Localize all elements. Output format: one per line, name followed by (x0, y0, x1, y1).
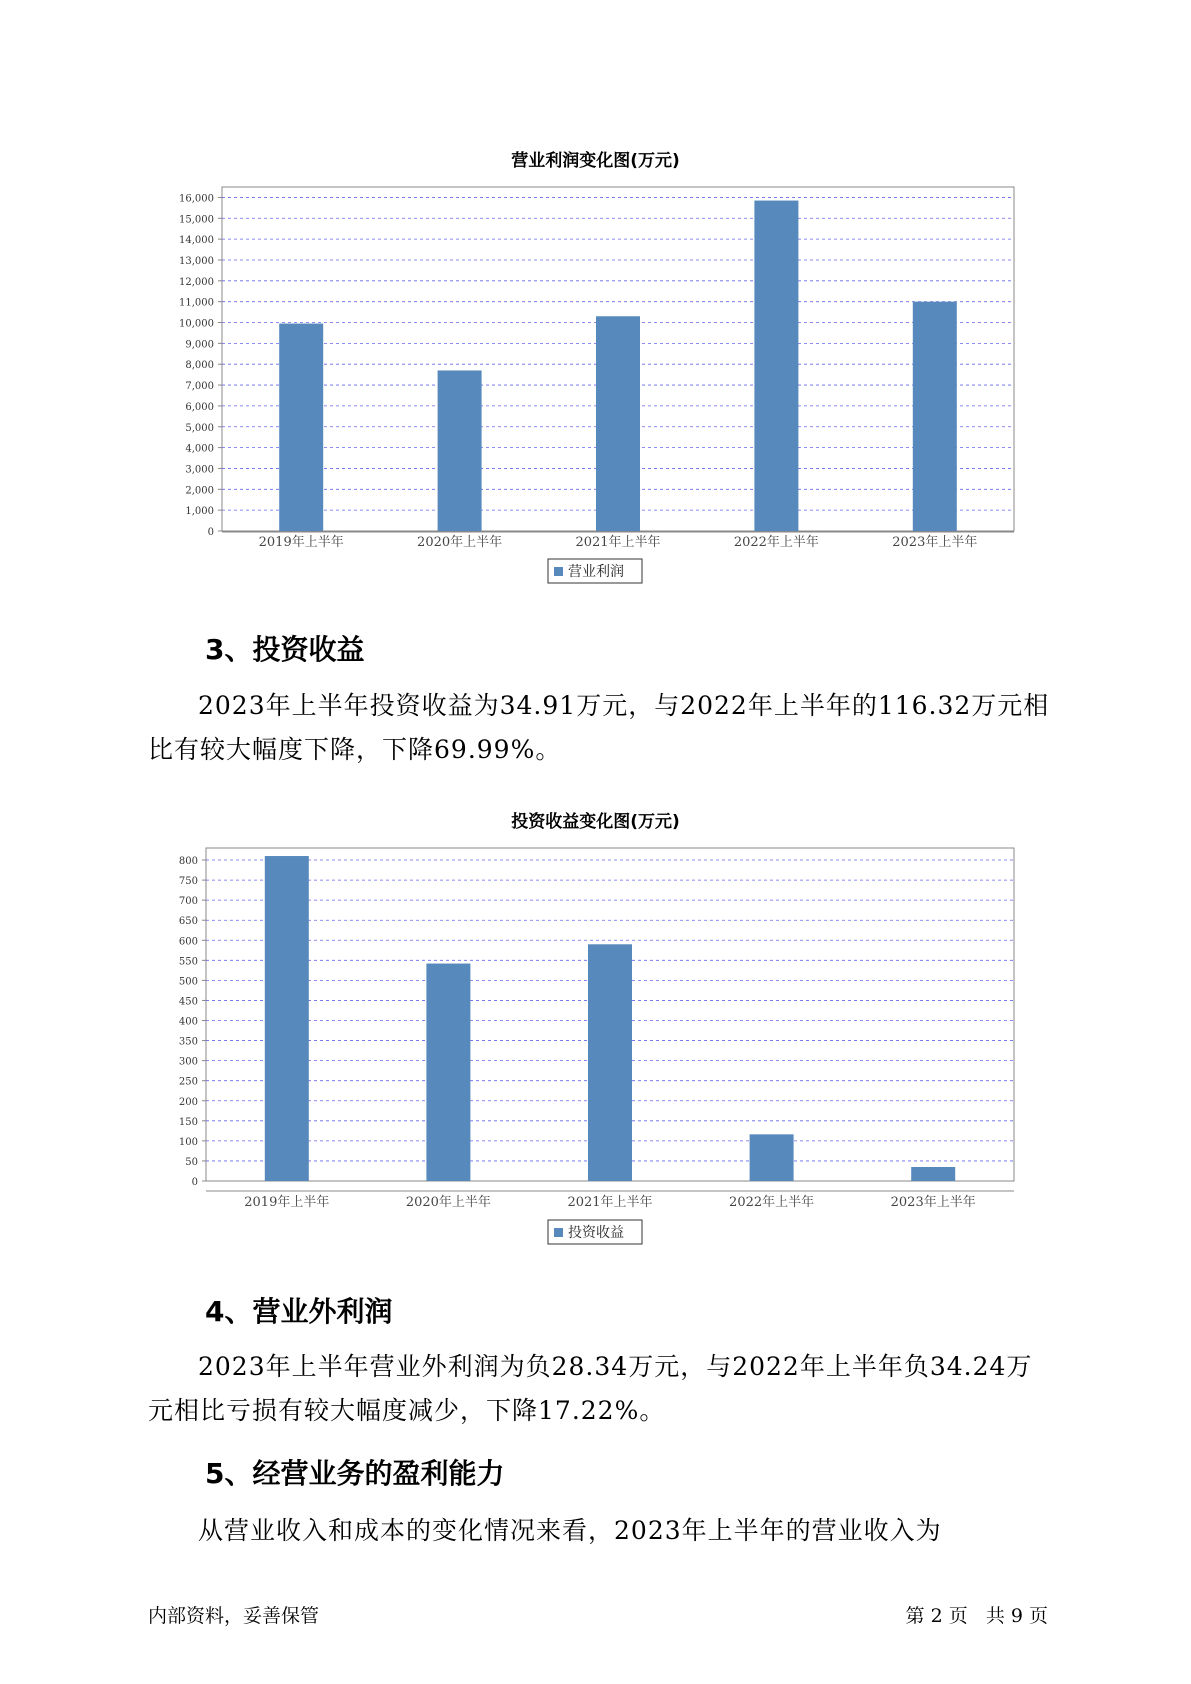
x-tick-label: 2022年上半年 (729, 1195, 815, 1210)
y-tick-label: 250 (178, 1076, 198, 1088)
y-tick-label: 6,000 (185, 401, 214, 413)
y-tick-label: 750 (178, 876, 198, 888)
paragraph-text: 从营业收入和成本的变化情况来看，2023年上半年的营业收入为 (198, 1516, 942, 1545)
y-tick-label: 150 (178, 1116, 198, 1128)
y-tick-label: 3,000 (185, 464, 214, 476)
bar-2023年上半年 (911, 1167, 955, 1181)
paragraph-text: 2023年上半年营业外利润为负28.34万元，与2022年上半年负34.24万元相比亏损有较大幅度减少，下降17.22%。 (148, 1352, 1033, 1425)
y-tick-label: 800 (178, 856, 198, 868)
bar-2020年上半年 (426, 964, 470, 1181)
footer-page-number: 第 2 页 共 9 页 (905, 1605, 1048, 1627)
x-tick-label: 2020年上半年 (405, 1195, 491, 1210)
chart-title-operating-profit: 营业利润变化图(万元) (511, 151, 680, 171)
y-tick-label: 14,000 (179, 235, 214, 247)
legend-swatch (554, 1228, 563, 1237)
x-tick-label: 2019年上半年 (258, 535, 344, 550)
y-tick-label: 9,000 (185, 339, 214, 351)
y-tick-label: 11,000 (179, 297, 214, 309)
section-heading-investment-income: 3、投资收益 (205, 633, 365, 666)
y-tick-label: 100 (178, 1136, 198, 1148)
section-heading-profitability: 5、经营业务的盈利能力 (205, 1457, 505, 1490)
x-tick-label: 2023年上半年 (890, 1195, 976, 1210)
y-tick-label: 550 (178, 956, 198, 968)
legend-label: 投资收益 (568, 1225, 624, 1241)
y-tick-label: 400 (178, 1016, 198, 1028)
x-tick-label: 2022年上半年 (733, 535, 819, 550)
bar-2022年上半年 (750, 1134, 794, 1181)
y-tick-label: 5,000 (185, 422, 214, 434)
section-paragraph-non-operating-profit (148, 1345, 1058, 1433)
section-paragraph-profitability (148, 1509, 1058, 1553)
bar-2021年上半年 (588, 944, 632, 1181)
y-tick-label: 13,000 (179, 255, 214, 267)
y-tick-label: 4,000 (185, 443, 214, 455)
y-tick-label: 10,000 (179, 318, 214, 330)
paragraph-text: 2023年上半年投资收益为34.91万元，与2022年上半年的116.32万元相比有较大幅度下降，下降69.99%。 (148, 691, 1050, 764)
y-tick-label: 16,000 (179, 193, 214, 205)
chart-title-investment-income: 投资收益变化图(万元) (511, 812, 680, 832)
x-tick-label: 2019年上半年 (244, 1195, 330, 1210)
y-tick-label: 700 (178, 896, 198, 908)
y-tick-label: 7,000 (185, 381, 214, 393)
y-tick-label: 2,000 (185, 485, 214, 497)
y-tick-label: 0 (191, 1177, 198, 1188)
y-tick-label: 500 (178, 976, 198, 988)
y-tick-label: 1,000 (185, 506, 214, 518)
y-tick-label: 650 (178, 916, 198, 928)
y-tick-label: 0 (207, 527, 214, 538)
footer-confidential-note: 内部资料，妥善保管 (148, 1605, 320, 1627)
y-tick-label: 8,000 (185, 360, 214, 372)
y-tick-label: 15,000 (179, 214, 214, 226)
x-tick-label: 2020年上半年 (417, 535, 503, 550)
bar-2019年上半年 (265, 856, 309, 1181)
y-tick-label: 300 (178, 1056, 198, 1068)
x-tick-label: 2023年上半年 (892, 535, 978, 550)
y-tick-label: 50 (185, 1156, 198, 1168)
x-tick-label: 2021年上半年 (575, 535, 661, 550)
y-tick-label: 200 (178, 1096, 198, 1108)
y-tick-label: 12,000 (179, 276, 214, 288)
section-heading-non-operating-profit: 4、营业外利润 (205, 1295, 393, 1328)
y-tick-label: 600 (178, 936, 198, 948)
y-tick-label: 350 (178, 1036, 198, 1048)
y-tick-label: 450 (178, 996, 198, 1008)
legend-label: 营业利润 (568, 564, 624, 580)
x-tick-label: 2021年上半年 (567, 1195, 653, 1210)
